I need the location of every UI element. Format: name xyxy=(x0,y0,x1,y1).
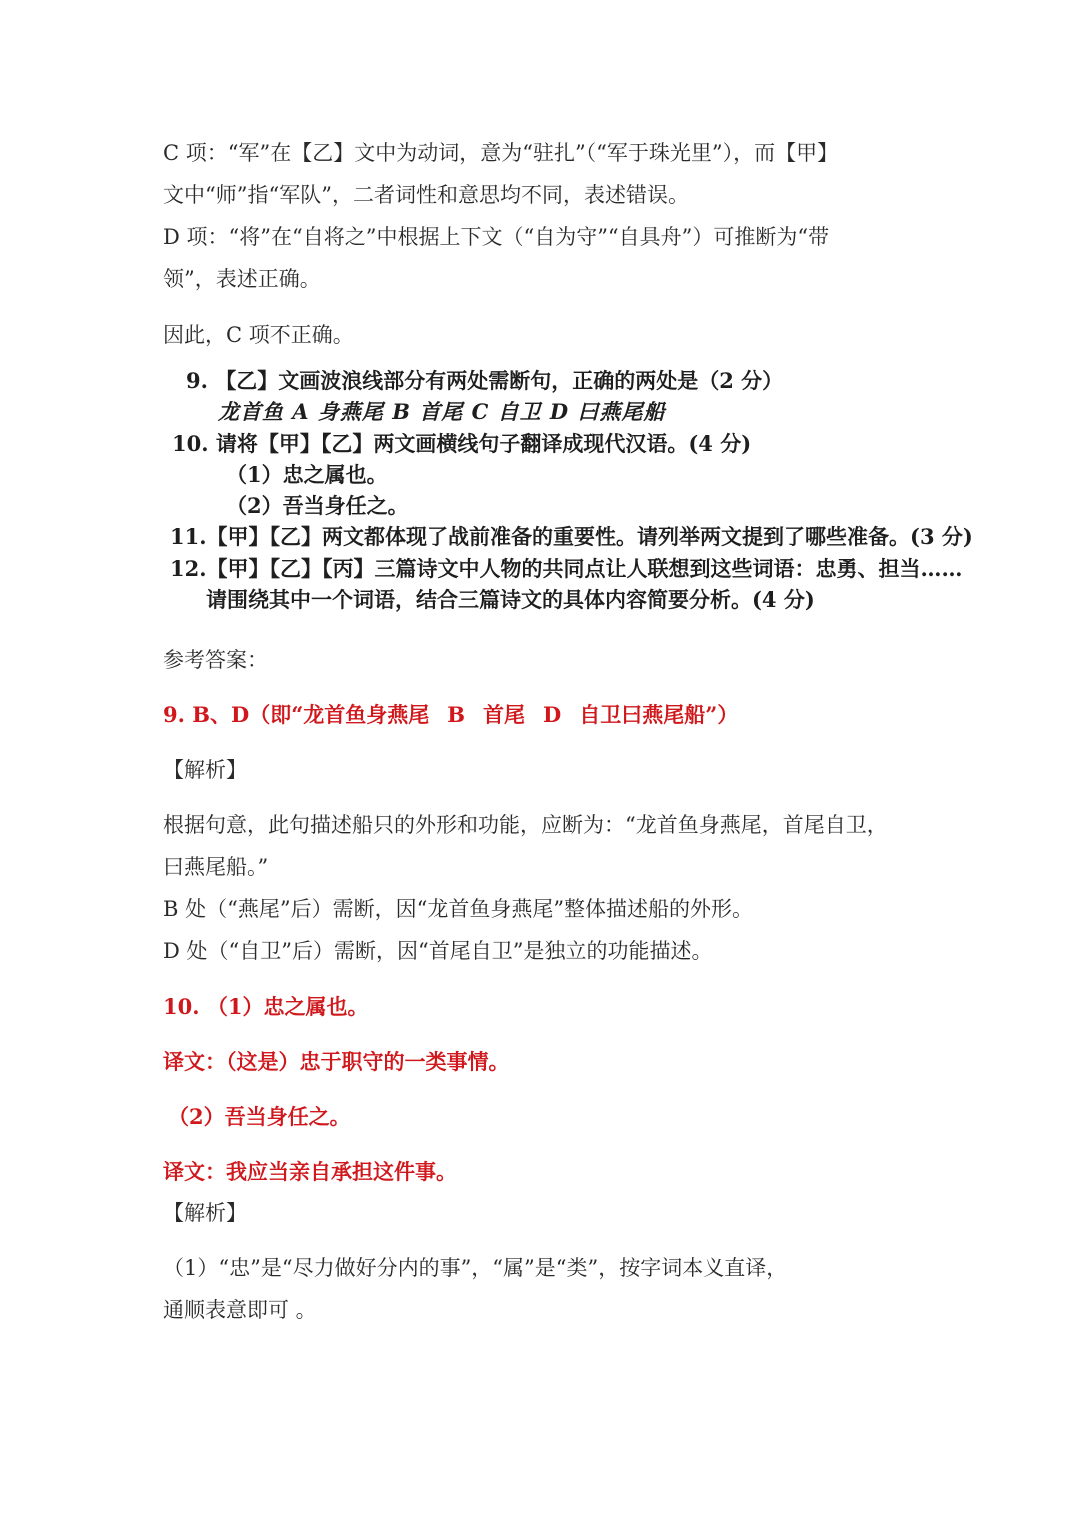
answer-10-explanation-1: （1）“忠”是“尽力做好分内的事”，“属”是“类”，按字词本义直译， xyxy=(163,1256,788,1280)
question-9: 9. 【乙】文画波浪线部分有两处需断句，正确的两处是（2 分） xyxy=(186,368,784,393)
option-d-line-1: D 项：“将”在“自将之”中根据上下文（“自为守”“自具舟”）可推断为“带 xyxy=(163,225,830,249)
option-c-line-1: C 项：“军”在【乙】文中为动词，意为“驻扎”（“军于珠光里”），而【甲】 xyxy=(163,141,839,165)
answer-10-2-translation: 译文：我应当亲自承担这件事。 xyxy=(163,1159,457,1184)
answer-9-prefix: 9. B、D（即“龙首鱼身燕尾 xyxy=(163,702,430,727)
answers-heading: 参考答案： xyxy=(163,648,268,672)
analysis-label-10: 【解析】 xyxy=(163,1201,247,1225)
answer-10-1-translation: 译文：（这是）忠于职守的一类事情。 xyxy=(163,1049,510,1074)
answer-9-mid: 首尾 xyxy=(483,702,526,727)
answer-10-2: （2）吾当身任之。 xyxy=(168,1104,351,1129)
question-10-item-2: （2）吾当身任之。 xyxy=(226,493,409,518)
answer-9-explanation-1: 根据句意，此句描述船只的外形和功能，应断为：“龙首鱼身燕尾，首尾自卫， xyxy=(163,813,888,837)
answer-9-b: B xyxy=(447,702,466,727)
question-10-item-1: （1）忠之属也。 xyxy=(226,462,388,487)
answer-9-explanation-2: 曰燕尾船。” xyxy=(163,855,269,879)
answer-9 xyxy=(163,700,738,730)
answer-9-suffix: 自卫曰燕尾船”） xyxy=(579,702,739,727)
question-12-line-2: 请围绕其中一个词语，结合三篇诗文的具体内容简要分析。(4 分) xyxy=(206,587,815,612)
answer-9-d: D xyxy=(543,702,562,727)
answer-10-1: 10. （1）忠之属也。 xyxy=(163,994,369,1019)
answer-9-explanation-3: B 处（“燕尾”后）需断，因“龙首鱼身燕尾”整体描述船的外形。 xyxy=(163,897,754,921)
question-11: 11.【甲】【乙】两文都体现了战前准备的重要性。请列举两文提到了哪些准备。(3 分) xyxy=(170,524,973,549)
question-9-text: 龙首鱼 A 身燕尾 B 首尾 C 自卫 D 曰燕尾船 xyxy=(218,399,666,424)
answer-10-explanation-2: 通顺表意即可 。 xyxy=(163,1298,317,1322)
answer-9-explanation-4: D 处（“自卫”后）需断，因“首尾自卫”是独立的功能描述。 xyxy=(163,939,713,963)
conclusion-line: 因此，C 项不正确。 xyxy=(163,323,354,347)
option-c-line-2: 文中“师”指“军队”，二者词性和意思均不同，表述错误。 xyxy=(163,183,689,207)
question-10: 10. 请将【甲】【乙】两文画横线句子翻译成现代汉语。(4 分) xyxy=(172,431,752,456)
analysis-label-9: 【解析】 xyxy=(163,758,247,782)
question-12: 12.【甲】【乙】【丙】三篇诗文中人物的共同点让人联想到这些词语：忠勇、担当…… xyxy=(170,556,963,581)
option-d-line-2: 领”，表述正确。 xyxy=(163,267,321,291)
